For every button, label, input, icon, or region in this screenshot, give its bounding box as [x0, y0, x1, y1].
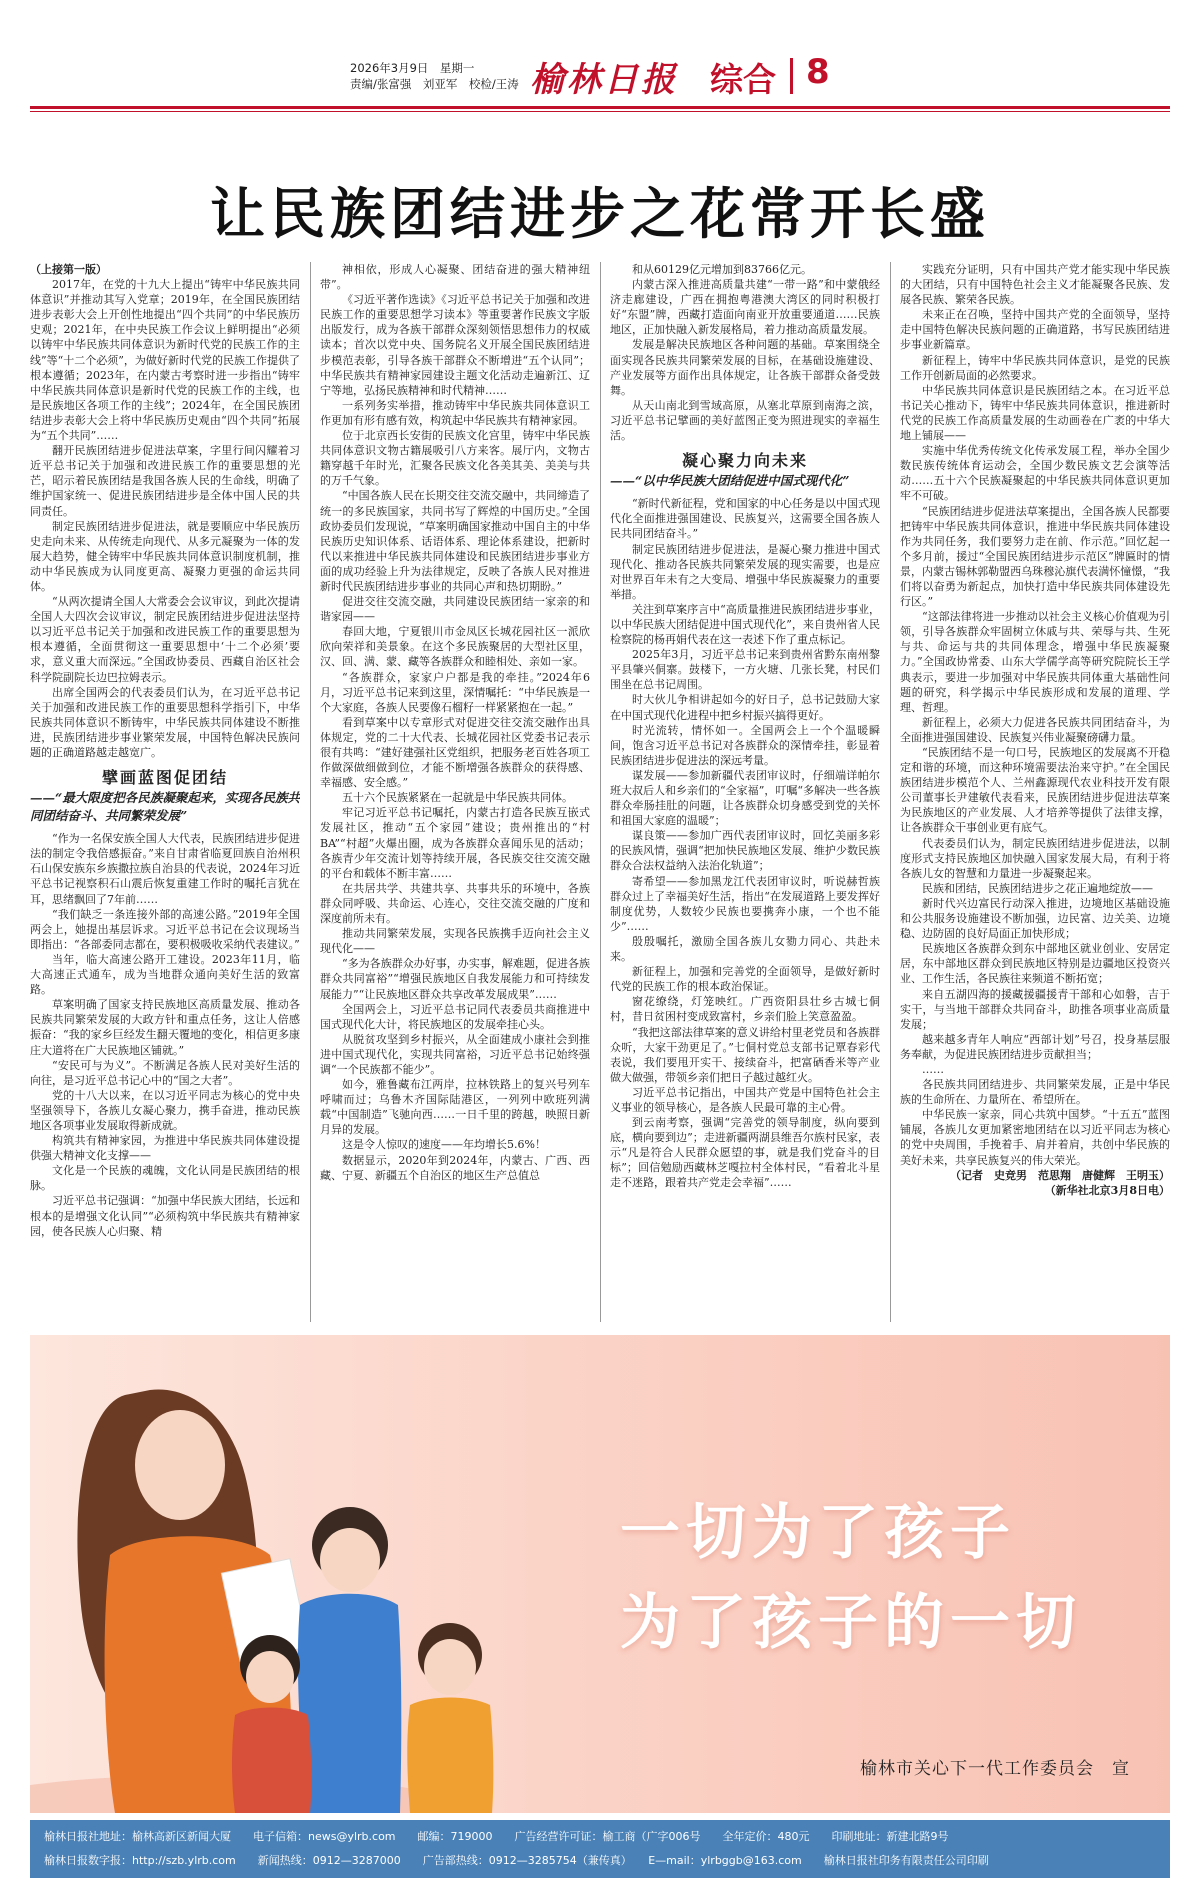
paragraph: 五十六个民族紧紧在一起就是中华民族共同体。 [342, 791, 573, 805]
paragraph: 新征程上，必须大力促进各民族共同团结奋斗，为全面推进强国建设、民族复兴伟业凝聚磅礴力量。 [900, 715, 1170, 744]
paragraph: “多为各族群众办好事，办实事，解难题，促进各族群众共同富裕”“增强民族地区自我发展能力和可持续发展能力”“让民族地区群众共享改革发展成果”…… [320, 957, 590, 1001]
col1-paras-b [30, 831, 300, 1239]
subheading-1 [30, 770, 300, 825]
ad-slogan-line2: 为了孩子的一切 [620, 1588, 1082, 1658]
article-headline: 让民族团结进步之花常开长盛 [209, 182, 990, 246]
section-name: 综合 [710, 60, 776, 99]
paragraph: “民族团结进步促进法草案提出，全国各族人民都要把铸牢中华民族共同体意识，推进中华民族共同体建设作为共同任务，我们要努力走在前、作示范。”回忆起一个多月前，援过“全国民族团结进步示范区”牌匾时的情景，内蒙古锡林郭勒盟西乌珠穆沁旗代表满怀憧憬，“我们将以奋勇为新起点，加快打造中华民族共同体建设先行区。” [900, 504, 1170, 609]
paragraph: 推动共同繁荣发展，实现各民族携手迈向社会主义现代化—— [320, 927, 590, 956]
newspaper-logo: 榆林日报 [530, 60, 678, 100]
footer-bar [30, 1820, 1170, 1878]
paragraph: 牢记习近平总书记嘱托，内蒙古打造各民族互嵌式发展社区，推动“五个家园”建设；贵州推出的“村BA”“村超”火爆出圈，成为各族群众喜闻乐见的活动；各族青少年交流计划等持续开展，各民族交往交流交融的平台和载体不断丰富…… [320, 806, 590, 880]
paragraph: 习近平总书记强调：“加强中华民族大团结，长远和根本的是增强文化认同”“必须构筑中华民族共有精神家园，使各民族人心归聚、精 [30, 1194, 300, 1238]
paragraph: 春回大地，宁夏银川市金凤区长城花园社区一派欣欣向荣祥和美景象。在这个多民族聚居的大型社区里，汉、回、满、蒙、藏等各族群众和睦相处、亲如一家。 [320, 625, 590, 669]
paragraph: “新时代新征程，党和国家的中心任务是以中国式现代化全面推进强国建设、民族复兴，这需要全国各族人民共同团结奋斗。” [610, 497, 880, 541]
paragraph: 出席全国两会的代表委员们认为，在习近平总书记关于加强和改进民族工作的重要思想科学指引下，中华民族共同体意识不断铸牢，中华民族共同体建设不断推进，民族团结进步事业繁荣发展，中国特色解决民族问题的正确道路越走越宽广。 [30, 685, 300, 759]
paragraph: 谋良策——参加广西代表团审议时，回忆美丽多彩的民族风情，强调“把加快民族地区发展、维护少数民族群众合法权益纳入法治化轨道”； [610, 829, 880, 873]
paragraph: “作为一名保安族全国人大代表，民族团结进步促进法的制定令我倍感振奋。”来自甘肃省临夏回族自治州积石山保安族东乡族撒拉族自治县的代表说，2024年习近平总书记视察积石山震后恢复重建工作时的嘱托言犹在耳，思绪飘回了7年前…… [30, 832, 300, 906]
paragraph: 窗花缭绕，灯笼映红。广西资阳县壮乡古城七侗村，昔日贫困村变成致富村，乡亲们脸上笑意盈盈。 [610, 995, 880, 1024]
paragraph: 民族地区各族群众到东中部地区就业创业、安居定居，东中部地区群众到民族地区特别是边疆地区投资兴业、工作生活，各民族往来频道不断拓宽； [900, 942, 1170, 986]
paragraph: 全国两会上，习近平总书记同代表委员共商推进中国式现代化大计，将民族地区的发展牵挂心头。 [320, 1002, 590, 1031]
subheading-title: 擘画蓝图促团结 [101, 768, 228, 788]
ad-sponsor: 榆林市关心下一代工作委员会 宣 [860, 1759, 1130, 1779]
paragraph: 发展是解决民族地区各种问题的基础。草案围绕全面实现各民族共同繁荣发展的目标，在基础设施建设、产业发展等方面作出具体规定，让各族干部群众备受鼓舞。 [610, 338, 880, 397]
paragraph: 2025年3月，习近平总书记来到贵州省黔东南州黎平县肇兴侗寨。鼓楼下，一方火塘、几张长凳，村民们围坐在总书记周围。 [610, 648, 880, 692]
masthead [0, 0, 1200, 140]
column-4 [900, 262, 1170, 1322]
paragraph: “安民可与为义”。不断满足各族人民对美好生活的向往，是习近平总书记心中的“国之大者”。 [30, 1058, 300, 1087]
paragraph: 在共居共学、共建共享、共事共乐的环境中，各族群众同呼吸、共命运、心连心，交往交流交融的广度和深度前所未有。 [320, 881, 590, 926]
paragraph: 从脱贫攻坚到乡村振兴，从全面建成小康社会到推进中国式现代化，实现共同富裕，习近平总书记始终强调“一个民族都不能少”。 [320, 1032, 590, 1076]
col3-paras-b [610, 496, 880, 1190]
masthead-rule [30, 106, 1170, 109]
reporter-credit: （记者 史竞男 范思翔 唐健辉 王明玉） [950, 1168, 1170, 1182]
editor-credits: 责编/张富强 刘亚军 校检/王涛 [350, 77, 519, 91]
paragraph: “民族团结不是一句口号，民族地区的发展离不开稳定和谐的环境，而这种环境需要法治来守护。”在全国民族团结进步模范个人、兰州鑫源现代农业科技开发有限公司董事长尹建敏代表看来，民族团结进步促进法草案为民族地区的产业发展、人才培养等提供了法律支撑，让各族群众干事创业更有底气。 [900, 746, 1170, 835]
paragraph: 民族和团结，民族团结进步之花正遍地绽放—— [922, 881, 1153, 895]
paragraph: 关注到草案序言中“高质量推进民族团结进步事业，以中华民族大团结促进中国式现代化”，来自贵州省人民检察院的杨再娟代表在这一表述下作了重点标记。 [610, 602, 880, 647]
footer-row-2: 榆林日报数字报：http://szb.ylrb.com 新闻热线：0912—3287000 广告部热线：0912—3285754（兼传真） E—mail：ylrbggb@163.com 榆林日报社印务有限责任公司印刷 [44, 1854, 989, 1867]
paragraph: “我把这部法律草案的意义讲给村里老党员和各族群众听，大家干劲更足了。”七侗村党总支部书记覃春彩代表说，我们要甩开实干、接续奋斗，把富硒香米等产业做大做强，带领乡亲们把日子越过越红火。 [610, 1025, 880, 1084]
column-3 [610, 262, 880, 1322]
paragraph: 实施中华优秀传统文化传承发展工程，举办全国少数民族传统体育运动会，全国少数民族文艺会演等活动……五十六个民族凝聚起的中华民族共同体意识更加牢不可破。 [900, 444, 1170, 503]
paragraph: …… [922, 1062, 944, 1076]
paragraph: 数据显示，2020年到2024年，内蒙古、广西、西藏、宁夏、新疆五个自治区的地区生产总值总 [320, 1153, 590, 1182]
masthead-separator [790, 58, 793, 94]
continuation-note: （上接第一版） [30, 263, 107, 276]
paragraph: 构筑共有精神家园，为推进中华民族共同体建设提供强大精神文化支撑—— [30, 1134, 300, 1163]
column-divider [890, 262, 891, 1322]
paragraph: 时大伙儿争相讲起如今的好日子，总书记鼓励大家在中国式现代化进程中把乡村振兴搞得更好。 [610, 693, 880, 722]
subheading-quote: ——“最大限度把各民族凝聚起来，实现各民族共同团结奋斗、共同繁荣发展” [30, 790, 300, 824]
paragraph: 文化是一个民族的魂魄，文化认同是民族团结的根脉。 [30, 1164, 300, 1193]
paragraph: 中华民族一家亲，同心共筑中国梦。“十五五”蓝图铺展，各族儿女更加紧密地团结在以习近平同志为核心的党中央周围，手挽着手、肩并着肩，共创中华民族的美好未来，共享民族复兴的伟大荣光。 [900, 1108, 1170, 1167]
paragraph: 这是令人惊叹的速度——年均增长5.6%！ [342, 1138, 546, 1152]
paragraph: 时光流转，情怀如一。全国两会上一个个温暖瞬间，饱含习近平总书记对各族群众的深情牵挂，彰显着民族团结进步促进法的深远考量。 [610, 723, 880, 767]
paragraph: 如今，雅鲁藏布江两岸，拉林铁路上的复兴号列车呼啸而过；乌鲁木齐国际陆港区，一列列中欧班列满载“中国制造”飞驰向西……一日千里的跨越，映照日新月异的发展。 [320, 1078, 590, 1137]
page-number: 8 [806, 52, 830, 92]
paragraph: “这部法律将进一步推动以社会主义核心价值观为引领，引导各族群众牢固树立休戚与共、荣辱与共、生死与共、命运与共的共同体理念，增强中华民族凝聚力。”全国政协常委、山东大学儒学高等研究院院长王学典表示，要进一步加强对中华民族共同体重大基础性问题的研究，科学揭示中华民族形成和发展的道理、学理、哲理。 [900, 610, 1170, 714]
paragraph: 新征程上，加强和完善党的全面领导，是做好新时代党的民族工作的根本政治保证。 [610, 965, 880, 994]
paragraph: 代表委员们认为，制定民族团结进步促进法，以制度形式支持民族地区加快融入国家发展大局，有利于将各族儿女的智慧和力量进一步凝聚起来。 [900, 836, 1170, 880]
paragraph: 和从60129亿元增加到83766亿元。 [632, 263, 812, 276]
paragraph: 殷殷嘱托，激励全国各族儿女勠力同心、共赴未来。 [610, 934, 880, 964]
masthead-rule-thin [30, 111, 1170, 112]
paragraph: 未来正在召唤，坚持中国共产党的全面领导，坚持走中国特色解决民族问题的正确道路，书写民族团结进步事业新篇章。 [900, 308, 1170, 352]
paragraph: 翻开民族团结进步促进法草案，字里行间闪耀着习近平总书记关于加强和改进民族工作的重要思想的光芒，昭示着民族团结是我国各族人民的生命线，明确了维护国家统一、促进民族团结进步是全体中国人民的共同责任。 [30, 444, 300, 518]
paragraph: 习近平总书记指出，中国共产党是中国特色社会主义事业的领导核心，是各族人民最可靠的主心骨。 [610, 1085, 880, 1114]
paragraph: 促进交往交流交融，共同建设民族团结一家亲的和谐家园—— [320, 595, 590, 624]
subheading-2 [610, 453, 880, 490]
paragraph: 越来越多青年人响应“西部计划”号召，投身基层服务奉献，为促进民族团结进步贡献担当； [900, 1032, 1170, 1061]
footer-row-1: 榆林日报社地址：榆林高新区新闻大厦 电子信箱：news@ylrb.com 邮编：719000 广告经营许可证：榆工商（广字006号 全年定价：480元 印刷地址：新建北路9号 [44, 1830, 949, 1843]
column-1 [30, 262, 300, 1322]
paragraph: 草案明确了国家支持民族地区高质量发展、推动各民族共同繁荣发展的大政方针和重点任务，这让人倍感振奋：“我的家乡巨经发生翻天覆地的变化，相信更多康庄大道将在广大民族地区铺就。” [30, 998, 300, 1057]
col1-paras-a [30, 277, 300, 760]
paragraph: 《习近平著作选读》《习近平总书记关于加强和改进民族工作的重要思想学习读本》等重要著作民族文字版出版发行，成为各族干部群众深刻领悟思想伟力的权威读本；首次以党中央、国务院名义开展全国民族团结进步模范表彰，引导各族干部群众不断增进“五个认同”；中华民族共有精神家园建设主题文化活动走遍新江、辽宁等地，弘扬民族精神和时代精神…… [320, 293, 590, 397]
paragraph: 2017年，在党的十九大上提出“铸牢中华民族共同体意识”并推动其写入党章；2019年，在全国民族团结进步表彰大会上开创性地提出“四个共同”的中华民族历史观；2021年，在中央民族工作会议上鲜明提出“必须以铸牢中华民族共同体意识为新时代党的民族工作的主线”等“十二个必须”，为做好新时代党的民族工作提供了根本遵循；2023年，在内蒙古考察时进一步指出“铸牢中华民族共同体意识是新时代党的民族工作的主线，也是民族地区各项工作的主线”；2024年，在全国民族团结进步表彰大会上将中华民族历史观由“四个共同”拓展为“五个共同”…… [30, 278, 300, 443]
col3-paras-a [610, 262, 880, 443]
subheading-title: 凝心聚力向未来 [681, 451, 808, 471]
column-divider [600, 262, 601, 1322]
paragraph: 位于北京西长安街的民族文化宫里，铸牢中华民族共同体意识文物古籍展吸引八方来客。展厅内，文物古籍穿越千年时光，汇聚各民族文化各美其美、美美与共的万千气象。 [320, 429, 590, 488]
paragraph: 看到草案中以专章形式对促进交往交流交融作出具体规定，党的二十大代表、长城花园社区党委书记表示很有共鸣：“建好建强社区党组织，把服务老百姓各项工作做深做细做到位，才能不断增强各族群众的获得感、幸福感、安全感。” [320, 715, 590, 790]
paragraph: 寄希望——参加黑龙江代表团审议时，听说赫哲族群众过上了幸福美好生活，指出“在发展道路上要发挥好制度优势，人数较少民族也要携奔小康，一个也不能少”…… [610, 874, 880, 933]
paragraph: 新征程上，铸牢中华民族共同体意识，是党的民族工作开创新局面的必然要求。 [900, 353, 1170, 382]
paragraph: 到云南考察，强调“完善党的领导制度，纵向要到底，横向要到边”；走进新疆两湖县维吾尔族村民家，表示“凡是符合人民群众愿望的事，就是我们党奋斗的目标”；回信勉励西藏林芝嘎拉村全体村民，“看着北斗星走不迷路，跟着共产党走会幸福”…… [610, 1116, 880, 1190]
paragraph: 党的十八大以来，在以习近平同志为核心的党中央坚强领导下，各族儿女凝心聚力，携手奋进，推动民族地区各项事业发展取得新成就。 [30, 1088, 300, 1132]
paragraph: 内蒙古深入推进高质量共建“一带一路”和中蒙俄经济走廊建设，广西在拥抱粤港澳大湾区的同时积极打好“东盟”牌，西藏打造面向南亚开放重要通道……民族地区，正加快融入新发展格局，着力推动高质量发展。 [610, 278, 880, 337]
paragraph: 当年，临大高速公路开工建设。2023年11月，临大高速正式通车，成为当地群众通向美好生活的致富路。 [30, 952, 300, 997]
ad-illustration [30, 1335, 630, 1813]
col2-paras-a [320, 262, 590, 1183]
paragraph: “中国各族人民在长期交往交流交融中，共同缔造了统一的多民族国家，共同书写了辉煌的中国历史。”全国政协委员们发现说，“草案明确国家推动中国自主的中华民族历史知识体系、话语体系、理论体系建设，把新时代以来推进中华民族共同体建设和民族团结进步事业方面的成功经验上升为法律规定，反映了各族人民对推进新时代民族团结进步事业的共同心声和热切期盼。” [320, 489, 590, 593]
paragraph: 神相依，形成人心凝聚、团结奋进的强大精神纽带”。 [320, 263, 590, 292]
paragraph: 新时代兴边富民行动深入推进，边境地区基础设施和公共服务设施建设不断加强，边民富、边关美、边境稳、边防固的良好局面正加快形成； [900, 896, 1170, 941]
column-2 [320, 262, 590, 1322]
paragraph: 中华民族共同体意识是民族团结之本。在习近平总书记关心推动下，铸牢中华民族共同体意识，推进新时代党的民族工作高质量发展的生动画卷在广袤的中华大地上铺展—— [900, 383, 1170, 443]
paragraph: 制定民族团结进步促进法，是凝心聚力推进中国式现代化、推动各民族共同繁荣发展的现实需要，也是应对世界百年未有之大变局、增强中华民族凝聚力的重要举措。 [610, 542, 880, 601]
paragraph: 各民族共同团结进步、共同繁荣发展，正是中华民族的生命所在、力量所在、希望所在。 [900, 1078, 1170, 1107]
subheading-quote: ——“以中华民族大团结促进中国式现代化” [610, 473, 850, 489]
paragraph: “各族群众，家家户户都是我的牵挂。”2024年6月，习近平总书记来到这里，深情嘱托：“中华民族是一个大家庭，各族人民要像石榴籽一样紧紧抱在一起。” [320, 670, 590, 714]
public-service-ad [30, 1335, 1170, 1813]
paragraph: “从两次提请全国人大常委会会议审议，到此次提请全国人大四次会议审议，制定民族团结进步促进法坚持以习近平总书记关于加强和改进民族工作的重要思想为根本遵循，全面贯彻这一重要思想中‘十二个必须’要求，意义重大而深远。”全国政协委员、西藏自治区社会科学院副院长边巴拉姆表示。 [30, 595, 300, 684]
column-divider [310, 262, 311, 1322]
paragraph: 一系列务实举措，推动铸牢中华民族共同体意识工作更加有形有感有效，构筑起中华民族共有精神家园。 [320, 398, 590, 427]
paragraph: 来自五湖四海的援藏援疆援青干部和心如磐，吉于实干，与当地干部群众共同奋斗，助推各项事业高质量发展； [900, 987, 1170, 1031]
issue-date: 2026年3月9日 星期一 [350, 61, 475, 75]
ad-slogan-line1: 一切为了孩子 [620, 1498, 1016, 1568]
paragraph: 从天山南北到雪域高原，从塞北草原到南海之滨，习近平总书记擘画的美好蓝图正变为照进现实的幸福生活。 [610, 398, 880, 443]
article-body [30, 262, 1170, 1322]
paragraph: 实践充分证明，只有中国共产党才能实现中华民族的大团结，只有中国特色社会主义才能凝聚各民族、发展各民族、繁荣各民族。 [900, 263, 1170, 307]
masthead-meta [350, 60, 519, 92]
dateline-credit: （新华社北京3月8日电） [1044, 1183, 1170, 1197]
col4-paras-a [900, 262, 1170, 1168]
paragraph: 制定民族团结进步促进法，就是要顺应中华民族历史走向未来、从传统走向现代、从多元凝聚为一体的发展大趋势，健全铸牢中华民族共同体意识制度机制，推动中华民族成为认同度更高、凝聚力更强的命运共同体。 [30, 519, 300, 593]
paragraph: 谋发展——参加新疆代表团审议时，仔细端详帕尔班大叔后人和乡亲们的“全家福”，叮嘱“多解决一些各族群众牵肠挂肚的问题，让各族群众切身感受到党的关怀和祖国大家庭的温暖”； [610, 768, 880, 828]
paragraph: “我们缺乏一条连接外部的高速公路。”2019年全国两会上，她提出基层诉求。习近平总书记在会议现场当即指出：“各部委同志都在，要积极吸收采纳代表建议。” [30, 907, 300, 951]
